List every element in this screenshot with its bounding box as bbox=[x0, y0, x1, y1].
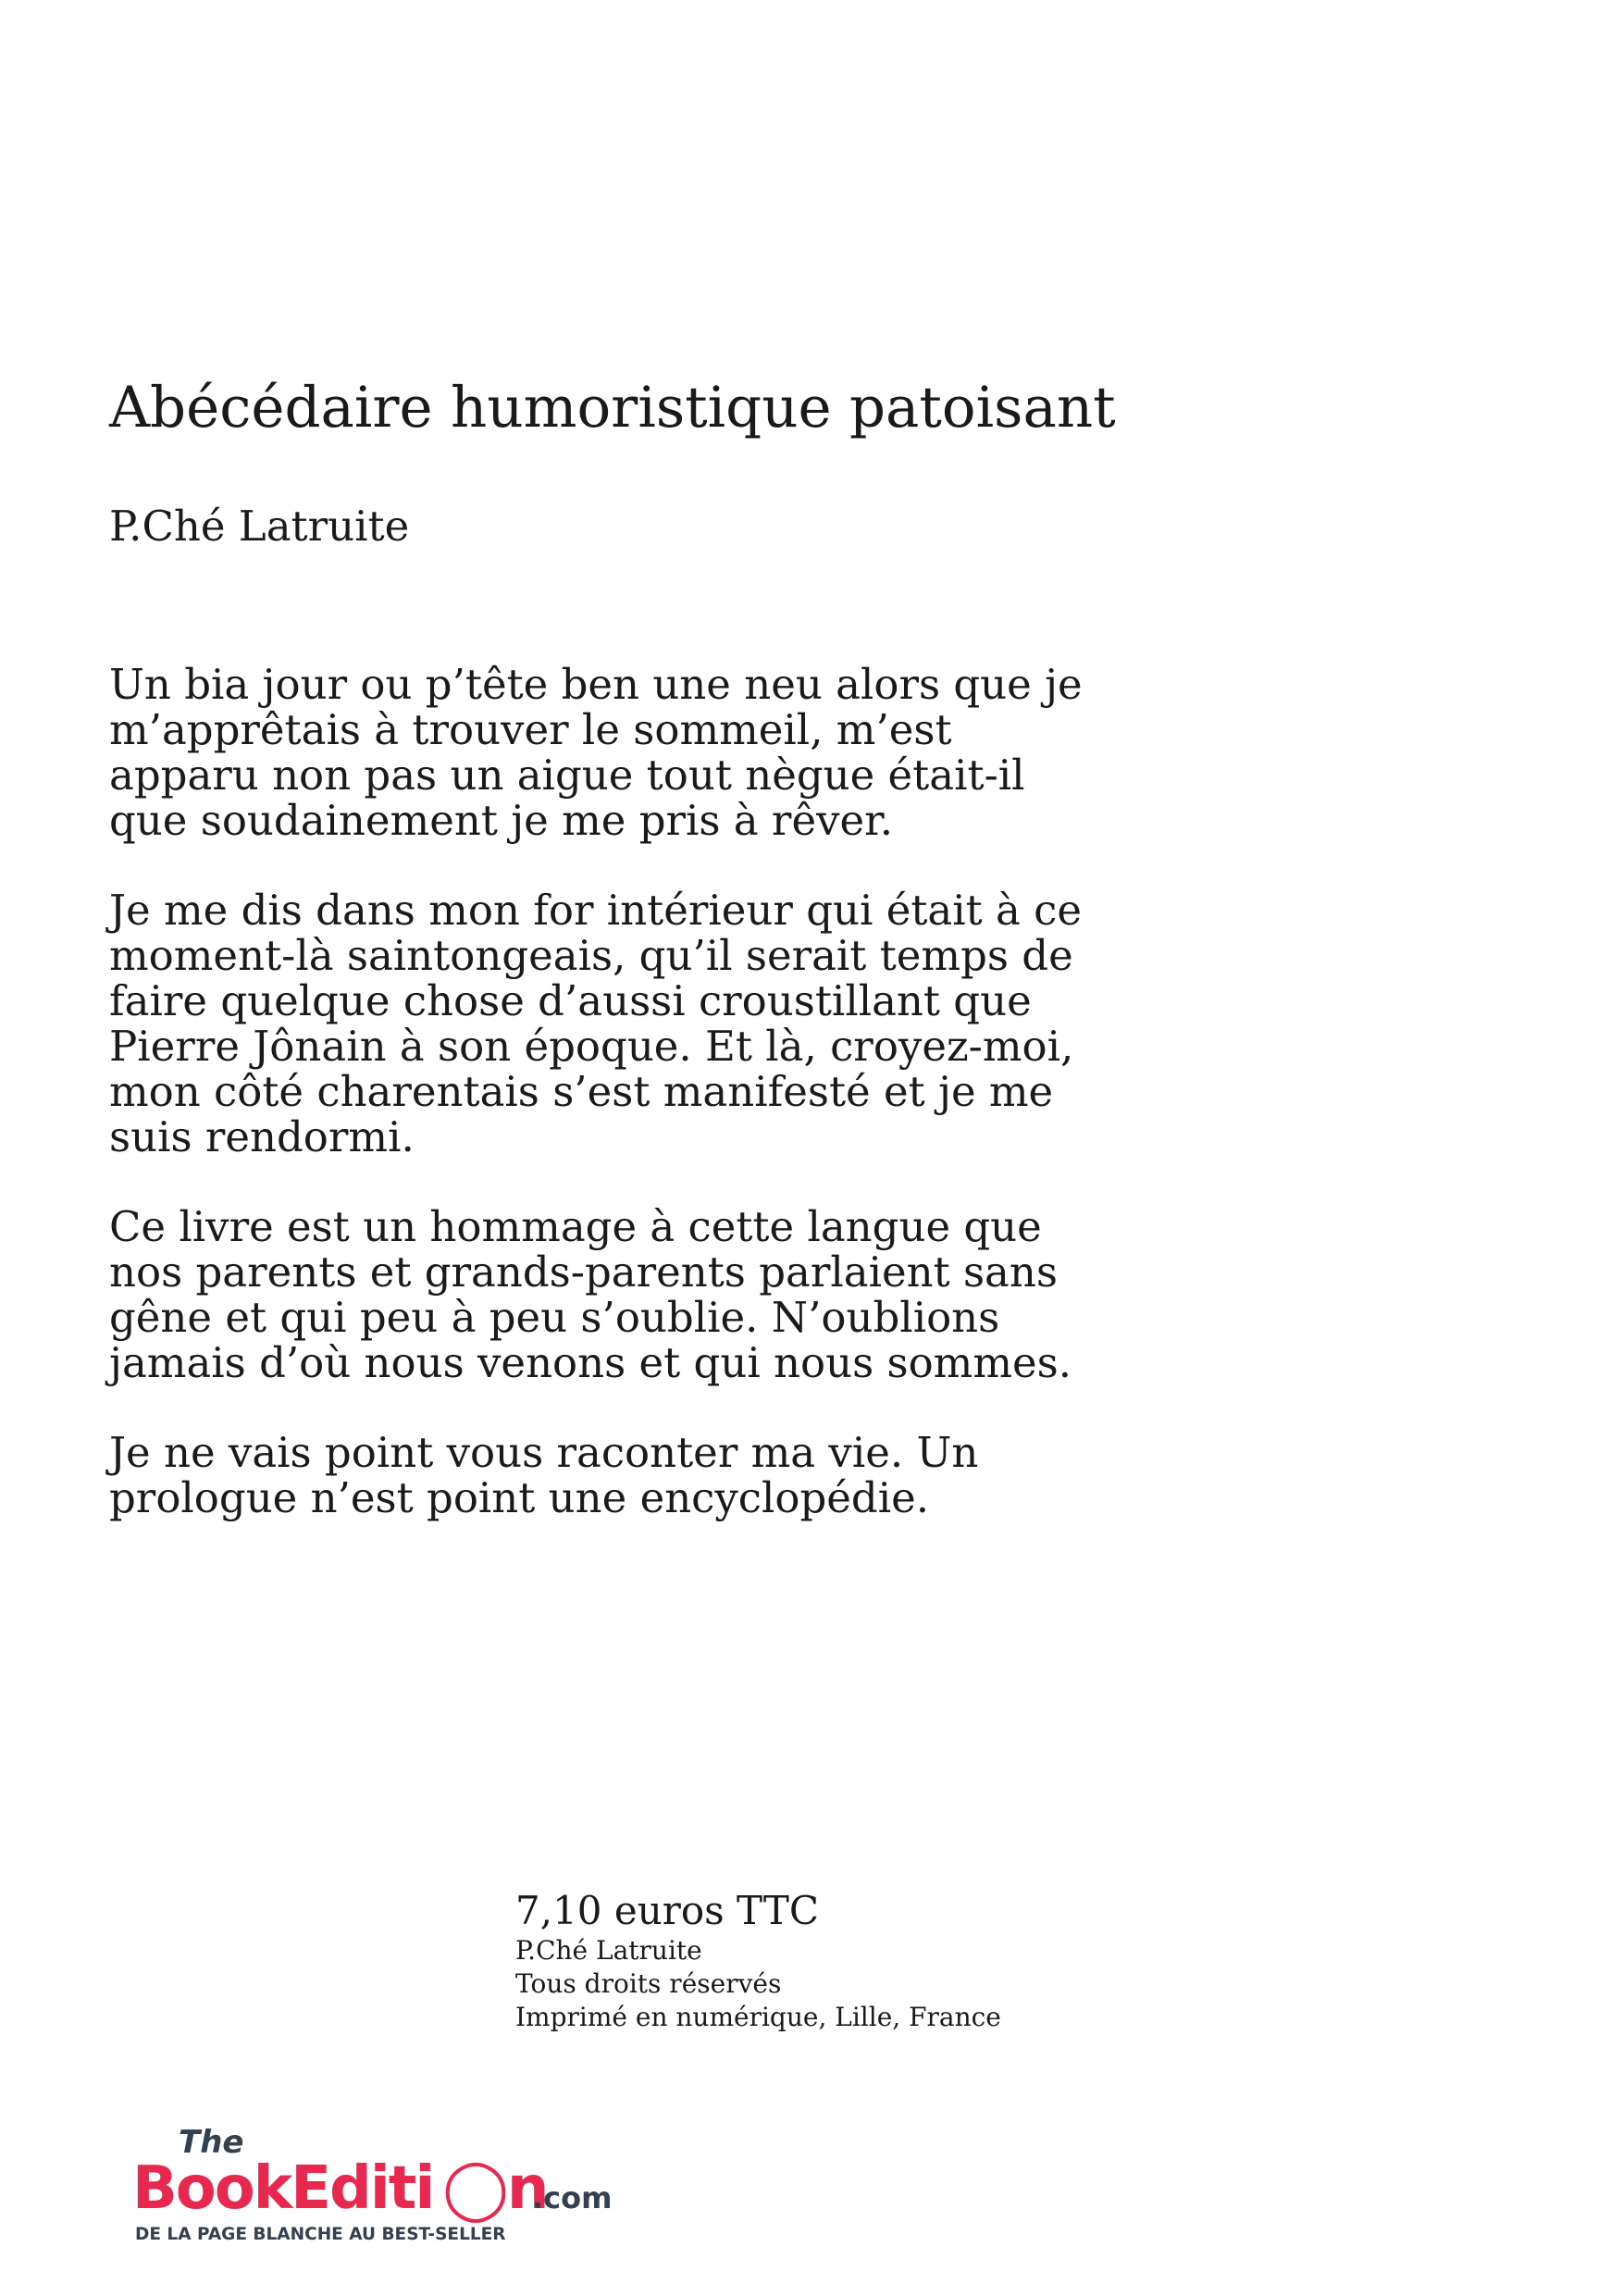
text-line: suis rendormi. bbox=[109, 1112, 415, 1161]
logo-domain: .com bbox=[532, 2180, 613, 2215]
text-line: gêne et qui peu à peu s’oublie. N’oublions bbox=[109, 1293, 1000, 1342]
text-line: Ce livre est un hommage à cette langue que bbox=[109, 1202, 1042, 1251]
quill-o-icon: ◯ bbox=[442, 2154, 507, 2223]
prologue-paragraph bbox=[109, 662, 1312, 843]
colophon bbox=[515, 1888, 1001, 2034]
logo-tagline: DE LA PAGE BLANCHE AU BEST-SELLER bbox=[135, 2225, 506, 2244]
text-line: moment-là saintongeais, qu’il serait temps de bbox=[109, 931, 1073, 980]
logo-the-text: The bbox=[179, 2124, 244, 2161]
text-line: faire quelque chose d’aussi croustillant que bbox=[109, 976, 1032, 1025]
text-line: Pierre Jônain à son époque. Et là, croyez-moi, bbox=[109, 1022, 1074, 1071]
text-line: Un bia jour ou p’tête ben une neu alors que je bbox=[109, 660, 1083, 709]
text-line: m’apprêtais à trouver le sommeil, m’est bbox=[109, 705, 952, 754]
prologue-paragraph bbox=[109, 1430, 1312, 1520]
colophon-author: P.Ché Latruite bbox=[515, 1935, 702, 1966]
prologue-paragraph bbox=[109, 1204, 1312, 1385]
text-line: que soudainement je me pris à rêver. bbox=[109, 796, 894, 845]
text-line: jamais d’où nous venons et qui nous sommes. bbox=[109, 1338, 1072, 1387]
text-line: nos parents et grands-parents parlaient sans bbox=[109, 1247, 1058, 1297]
book-title: Abécédaire humoristique patoisant bbox=[109, 375, 1116, 441]
printing-notice: Imprimé en numérique, Lille, France bbox=[515, 2002, 1001, 2032]
rights-notice: Tous droits réservés bbox=[515, 1968, 782, 1999]
price: 7,10 euros TTC bbox=[515, 1888, 819, 1933]
publisher-logo bbox=[132, 2117, 650, 2247]
text-line: Je ne vais point vous raconter ma vie. Un bbox=[109, 1428, 979, 1477]
prologue-text bbox=[109, 662, 1312, 1565]
logo-wordmark: BookEditi ◯n bbox=[132, 2154, 548, 2223]
text-line: Je me dis dans mon for intérieur qui était à ce bbox=[109, 886, 1082, 935]
prologue-paragraph bbox=[109, 887, 1312, 1160]
book-author: P.Ché Latruite bbox=[109, 502, 410, 551]
text-line: mon côté charentais s’est manifesté et je me bbox=[109, 1067, 1054, 1116]
text-line: prologue n’est point une encyclopédie. bbox=[109, 1473, 930, 1522]
text-line: apparu non pas un aigue tout nègue était-il bbox=[109, 751, 1025, 800]
